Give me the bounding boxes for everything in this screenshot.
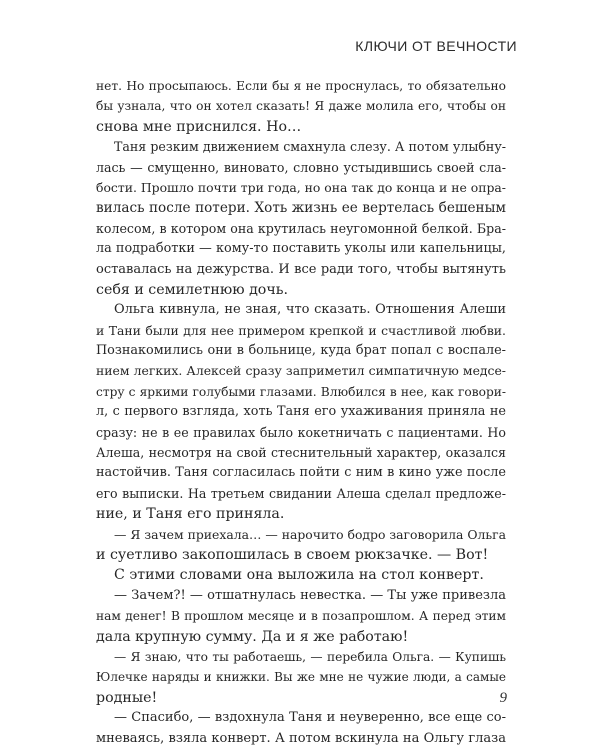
text-line: родные! [96, 689, 158, 706]
text-line: бы узнала, что он хотел сказать! Я даже молила его, чтобы он [96, 99, 506, 114]
text-line: — Зачем?! — отшатнулась невестка. — Ты уже привезла [114, 587, 506, 603]
text-line: сразу: не в ее правилах было кокетничать с пациентами. Но [96, 424, 506, 440]
text-line: Юлечке наряды и книжки. Вы же мне не чужие люди, а самые [96, 670, 506, 685]
text-line: л, с первого взгляда, хоть Таня его ухаживания приняла не [96, 404, 506, 420]
text-line: лась — смущенно, виновато, словно устыдившись своей сла- [96, 159, 506, 175]
text-line: ла подработки — кому-то поставить уколы или капельницы, [96, 241, 506, 257]
text-line: снова мне приснился. Но… [96, 118, 302, 135]
text-line: себя и семилетнюю дочь. [96, 281, 288, 298]
text-line: — Я знаю, что ты работаешь, — перебила Ольга. — Купишь [114, 649, 506, 664]
body-text [96, 76, 506, 749]
text-line: Алеша, несмотря на свой стеснительный характер, оказался [96, 445, 506, 461]
text-line: дала крупную сумму. Да и я же работаю! [96, 628, 409, 645]
text-line: и суетливо закопошилась в своем рюкзачке. — Вот! [96, 546, 489, 563]
text-line: стру с яркими голубыми глазами. Влюбился в нее, как говори- [96, 384, 506, 399]
text-line: мневаясь, взяла конверт. А потом вскинула на Ольгу глаза [96, 730, 506, 746]
text-line: — Я зачем приехала… — нарочито бодро заговорила Ольга [114, 526, 506, 542]
text-line: нием легких. Алексей сразу заприметил симпатичную медсе- [96, 363, 506, 379]
page-number: 9 [499, 690, 507, 706]
text-line: вилась после потери. Хоть жизнь ее вертелась бешеным [96, 200, 506, 217]
text-line: нет. Но просыпаюсь. Если бы я не проснулась, то обязательно [96, 79, 506, 93]
text-line: ние, и Таня его приняла. [96, 506, 285, 523]
text-line: колесом, в котором она крутилась неугомонной белкой. Бра- [96, 220, 506, 236]
text-line: Ольга кивнула, не зная, что сказать. Отношения Алеши [114, 302, 506, 318]
text-line: настойчив. Таня согласилась пойти с ним в кино уже после [96, 465, 506, 481]
text-line: его выписки. На третьем свидании Алеша сделал предложе- [96, 485, 506, 501]
text-line: С этими словами она выложила на стол конверт. [114, 567, 484, 584]
text-line: нам денег! В прошлом месяце и в позапрошлом. А перед этим [96, 609, 506, 624]
text-line: бости. Прошло почти три года, но она так до конца и не опра- [96, 179, 506, 195]
text-line: оставалась на дежурства. И все ради того, чтобы вытянуть [96, 261, 506, 277]
running-header: КЛЮЧИ ОТ ВЕЧНОСТИ [355, 38, 517, 54]
text-line: Таня резким движением смахнула слезу. А потом улыбну- [114, 139, 506, 155]
text-line: и Тани были для нее примером крепкой и счастливой любви. [96, 322, 506, 338]
text-line: Познакомились они в больнице, куда брат попал с воспале- [96, 343, 506, 359]
text-line: — Спасибо, — вздохнула Таня и неуверенно, все еще со- [114, 710, 506, 726]
